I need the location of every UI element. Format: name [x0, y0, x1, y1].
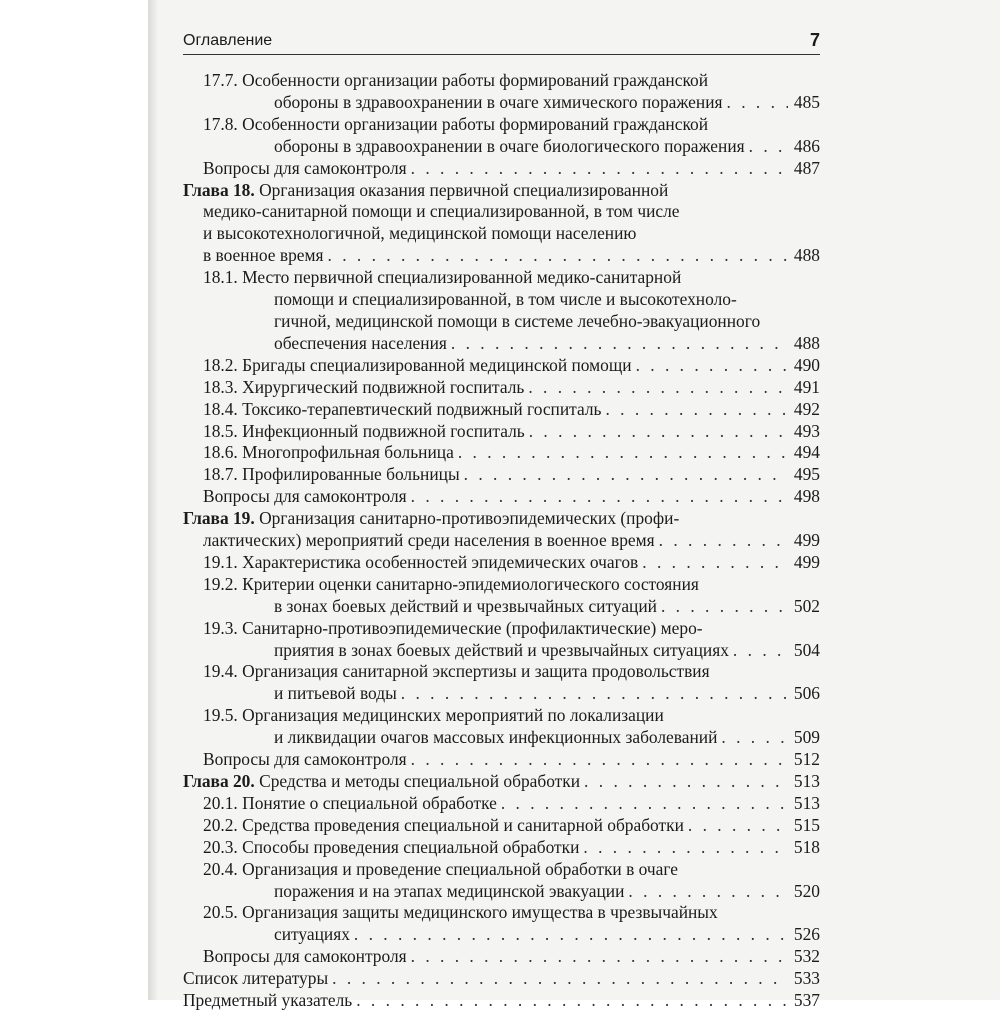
section-number: 19.4. [203, 661, 238, 682]
toc-entry-line [183, 508, 820, 530]
toc-entry-line [203, 114, 820, 136]
toc-entry-final-line [203, 640, 820, 662]
toc-entry [183, 552, 820, 574]
toc-entry-text: обеспечения населения [274, 332, 447, 353]
toc-entry-page: 492 [793, 398, 820, 419]
section-number: 20.4. [203, 858, 238, 879]
toc-entry-text: обороны в здравоохранении в очаге биологического поражения [274, 135, 745, 156]
toc-entry-text: 18.3. Хирургический подвижной госпиталь [203, 376, 525, 397]
toc-entry-final-line [203, 333, 820, 355]
dot-leader [411, 158, 788, 180]
toc-entry-line [203, 705, 820, 727]
toc-entry-final-line [183, 377, 820, 399]
toc-entry-text: Организация защиты медицинского имущества в чрезвычайных [242, 902, 718, 923]
toc-entry-text: 18.2. Бригады специализированной медицинской помощи [203, 354, 632, 375]
toc-entry-page: 520 [793, 880, 820, 901]
toc-entry [183, 267, 820, 355]
toc-entry-page: 499 [793, 530, 820, 551]
toc-entry-final-line [183, 442, 820, 464]
toc-entry [183, 859, 820, 903]
section-number: 17.8. [203, 113, 238, 134]
toc-entry [183, 749, 820, 771]
toc-entry-text: Организация санитарно-противоэпидемических (профи- [259, 508, 680, 529]
toc-entry-final-line [183, 355, 820, 377]
dot-leader [356, 990, 788, 1012]
toc-entry-text: Критерии оценки санитарно-эпидемиологического состояния [242, 573, 699, 594]
toc-entry-text: Особенности организации работы формирований гражданской [242, 70, 709, 90]
toc-entry [183, 705, 820, 749]
toc-entry [183, 990, 820, 1012]
toc-entry-page: 488 [793, 332, 820, 353]
toc-entry [183, 661, 820, 705]
section-number: 18.1. [203, 267, 238, 288]
toc-entry [183, 114, 820, 158]
toc-entry-text: Вопросы для самоконтроля [203, 486, 407, 507]
dot-leader [628, 881, 788, 903]
toc-entry-text: Организация санитарной экспертизы и защита продовольствия [242, 661, 710, 682]
dot-leader [583, 837, 788, 859]
toc-entry-page: 487 [793, 157, 820, 178]
toc-entry-final-line [203, 683, 820, 705]
toc-entry-text: Место первичной специализированной медико-санитарной [242, 267, 682, 288]
toc-entry [183, 442, 820, 464]
toc-entry [183, 70, 820, 114]
toc-entry-page: 491 [793, 376, 820, 397]
table-of-contents [183, 70, 820, 1012]
toc-entry-text: в военное время [203, 245, 324, 266]
chapter-label: Глава 18. [183, 179, 255, 200]
toc-entry-final-line [183, 552, 820, 574]
dot-leader [636, 355, 788, 377]
toc-entry [183, 180, 820, 268]
toc-entry [183, 464, 820, 486]
toc-entry-page: 485 [793, 91, 820, 112]
toc-entry-text: Особенности организации работы формирований гражданской [242, 113, 709, 134]
dot-leader [688, 815, 788, 837]
toc-entry [183, 902, 820, 946]
toc-entry-text: 19.1. Характеристика особенностей эпидемических очагов [203, 551, 639, 572]
toc-entry [183, 574, 820, 618]
header-title: Оглавление [183, 32, 273, 49]
toc-entry-text: Организация медицинских мероприятий по локализации [242, 705, 664, 726]
toc-entry [183, 355, 820, 377]
running-header [183, 30, 820, 55]
dot-leader [642, 552, 788, 574]
dot-leader [528, 377, 788, 399]
toc-entry-final-line [183, 158, 820, 180]
toc-entry-final-line [183, 793, 820, 815]
dot-leader [501, 793, 788, 815]
toc-entry-text: Организация оказания первичной специализированной [259, 179, 669, 200]
toc-entry-page: 504 [793, 639, 820, 660]
toc-entry-page: 506 [793, 683, 820, 704]
toc-entry [183, 158, 820, 180]
toc-entry-text: 18.5. Инфекционный подвижной госпиталь [203, 420, 525, 441]
section-number: 19.2. [203, 573, 238, 594]
section-number: 19.3. [203, 617, 238, 638]
toc-entry-text: Предметный указатель [183, 990, 353, 1011]
toc-entry-page: 486 [793, 135, 820, 156]
chapter-label: Глава 19. [183, 508, 255, 529]
dot-leader [332, 968, 788, 990]
dot-leader [659, 530, 788, 552]
toc-entry [183, 618, 820, 662]
toc-entry-final-line [183, 946, 820, 968]
toc-entry-text: лактических) мероприятий среди населения в военное время [203, 530, 655, 551]
toc-entry-final-line [203, 727, 820, 749]
toc-entry-line: помощи и специализированной, в том числе и высокотехноло- [274, 289, 737, 310]
toc-entry-page: 526 [793, 924, 820, 945]
section-number: 20.5. [203, 902, 238, 923]
toc-entry-line: и высокотехнологичной, медицинской помощи населению [203, 223, 637, 244]
toc-entry-line [183, 180, 820, 202]
toc-entry-final-line [203, 596, 820, 618]
toc-entry-page: 494 [793, 442, 820, 463]
toc-entry-text: 20.3. Способы проведения специальной обработки [203, 836, 580, 857]
toc-entry-text: 20.2. Средства проведения специальной и санитарной обработки [203, 814, 684, 835]
dot-leader [605, 399, 788, 421]
toc-entry-final-line [183, 530, 820, 552]
toc-entry-page: 502 [793, 595, 820, 616]
toc-entry-page: 533 [793, 968, 820, 989]
dot-leader [721, 727, 788, 749]
toc-entry-text: ситуациях [274, 924, 350, 945]
toc-entry-text: 18.4. Токсико-терапевтический подвижный госпиталь [203, 398, 602, 419]
toc-entry [183, 771, 820, 793]
toc-entry-final-line [183, 486, 820, 508]
header-page-number: 7 [809, 30, 820, 50]
section-number: 17.7. [203, 70, 238, 90]
toc-entry-page: 513 [793, 792, 820, 813]
toc-entry-final-line [183, 749, 820, 771]
dot-leader [458, 442, 788, 464]
dot-leader [733, 640, 788, 662]
toc-entry-final-line [203, 92, 820, 114]
toc-entry-line [203, 859, 820, 881]
toc-entry-page: 509 [793, 727, 820, 748]
dot-leader [401, 683, 788, 705]
toc-entry-final-line [183, 399, 820, 421]
toc-entry-final-line [183, 245, 820, 267]
dot-leader [584, 771, 788, 793]
toc-entry-line [203, 70, 820, 92]
toc-entry [183, 399, 820, 421]
dot-leader [328, 245, 789, 267]
dot-leader [411, 749, 788, 771]
toc-entry-text [183, 771, 580, 793]
toc-entry-line [203, 661, 820, 683]
toc-entry-text: обороны в здравоохранении в очаге химического поражения [274, 91, 723, 112]
toc-entry-page: 499 [793, 551, 820, 572]
toc-entry-page: 498 [793, 486, 820, 507]
toc-entry-line [203, 902, 820, 924]
dot-leader [411, 946, 788, 968]
toc-entry-text: Средства и методы специальной обработки [259, 771, 581, 791]
toc-entry-text: в зонах боевых действий и чрезвычайных ситуаций [274, 595, 657, 616]
toc-entry-text: 20.1. Понятие о специальной обработке [203, 792, 497, 813]
toc-entry-line: медико-санитарной помощи и специализированной, в том числе [203, 201, 680, 222]
toc-entry-text: и ликвидации очагов массовых инфекционных заболеваний [274, 727, 718, 748]
toc-entry-final-line [203, 136, 820, 158]
toc-entry-final-line [203, 924, 820, 946]
chapter-label: Глава 20. [183, 771, 255, 791]
toc-entry-final-line [183, 464, 820, 486]
toc-entry-line: гичной, медицинской помощи в системе лечебно-эвакуационного [274, 310, 761, 331]
toc-entry-page: 495 [793, 464, 820, 485]
toc-entry-text: 18.6. Многопрофильная больница [203, 442, 454, 463]
toc-entry-page: 518 [793, 836, 820, 857]
toc-entry [183, 793, 820, 815]
toc-entry-final-line [183, 837, 820, 859]
dot-leader [661, 596, 788, 618]
toc-entry-final-line [183, 968, 820, 990]
toc-entry-page: 515 [793, 814, 820, 835]
dot-leader [749, 136, 788, 158]
toc-entry-text: Вопросы для самоконтроля [203, 946, 407, 967]
dot-leader [411, 486, 788, 508]
toc-entry [183, 837, 820, 859]
toc-entry-text: Список литературы [183, 968, 329, 989]
toc-entry [183, 815, 820, 837]
toc-entry-text: поражения и на этапах медицинской эвакуации [274, 880, 625, 901]
toc-entry-text: и питьевой воды [274, 683, 397, 704]
toc-entry [183, 421, 820, 443]
toc-entry-text: Санитарно-противоэпидемические (профилактические) меро- [242, 617, 703, 638]
toc-entry [183, 968, 820, 990]
toc-entry-page: 513 [793, 771, 820, 791]
toc-entry-final-line [183, 771, 820, 793]
toc-entry-final-line [183, 421, 820, 443]
toc-entry-text: приятия в зонах боевых действий и чрезвычайных ситуациях [274, 639, 729, 660]
toc-entry-text: Вопросы для самоконтроля [203, 157, 407, 178]
toc-entry-line [203, 267, 820, 289]
toc-entry-line [203, 574, 820, 596]
toc-entry [183, 486, 820, 508]
toc-entry-page: 490 [793, 354, 820, 375]
toc-entry-final-line [183, 990, 820, 1012]
dot-leader [529, 421, 788, 443]
toc-entry-line [203, 618, 820, 640]
dot-leader [464, 464, 788, 486]
toc-entry-page: 488 [793, 245, 820, 266]
toc-entry-page: 532 [793, 946, 820, 967]
toc-entry-page: 512 [793, 749, 820, 770]
toc-entry-text: Вопросы для самоконтроля [203, 749, 407, 770]
toc-entry [183, 946, 820, 968]
toc-entry-final-line [183, 815, 820, 837]
dot-leader [727, 92, 788, 114]
toc-entry-text: Организация и проведение специальной обработки в очаге [242, 858, 678, 879]
toc-entry [183, 508, 820, 552]
toc-entry-page: 493 [793, 420, 820, 441]
toc-entry-text: 18.7. Профилированные больницы [203, 464, 460, 485]
toc-entry-page: 537 [793, 990, 820, 1011]
toc-entry [183, 377, 820, 399]
dot-leader [451, 333, 788, 355]
toc-entry-final-line [203, 881, 820, 903]
dot-leader [354, 924, 788, 946]
section-number: 19.5. [203, 705, 238, 726]
